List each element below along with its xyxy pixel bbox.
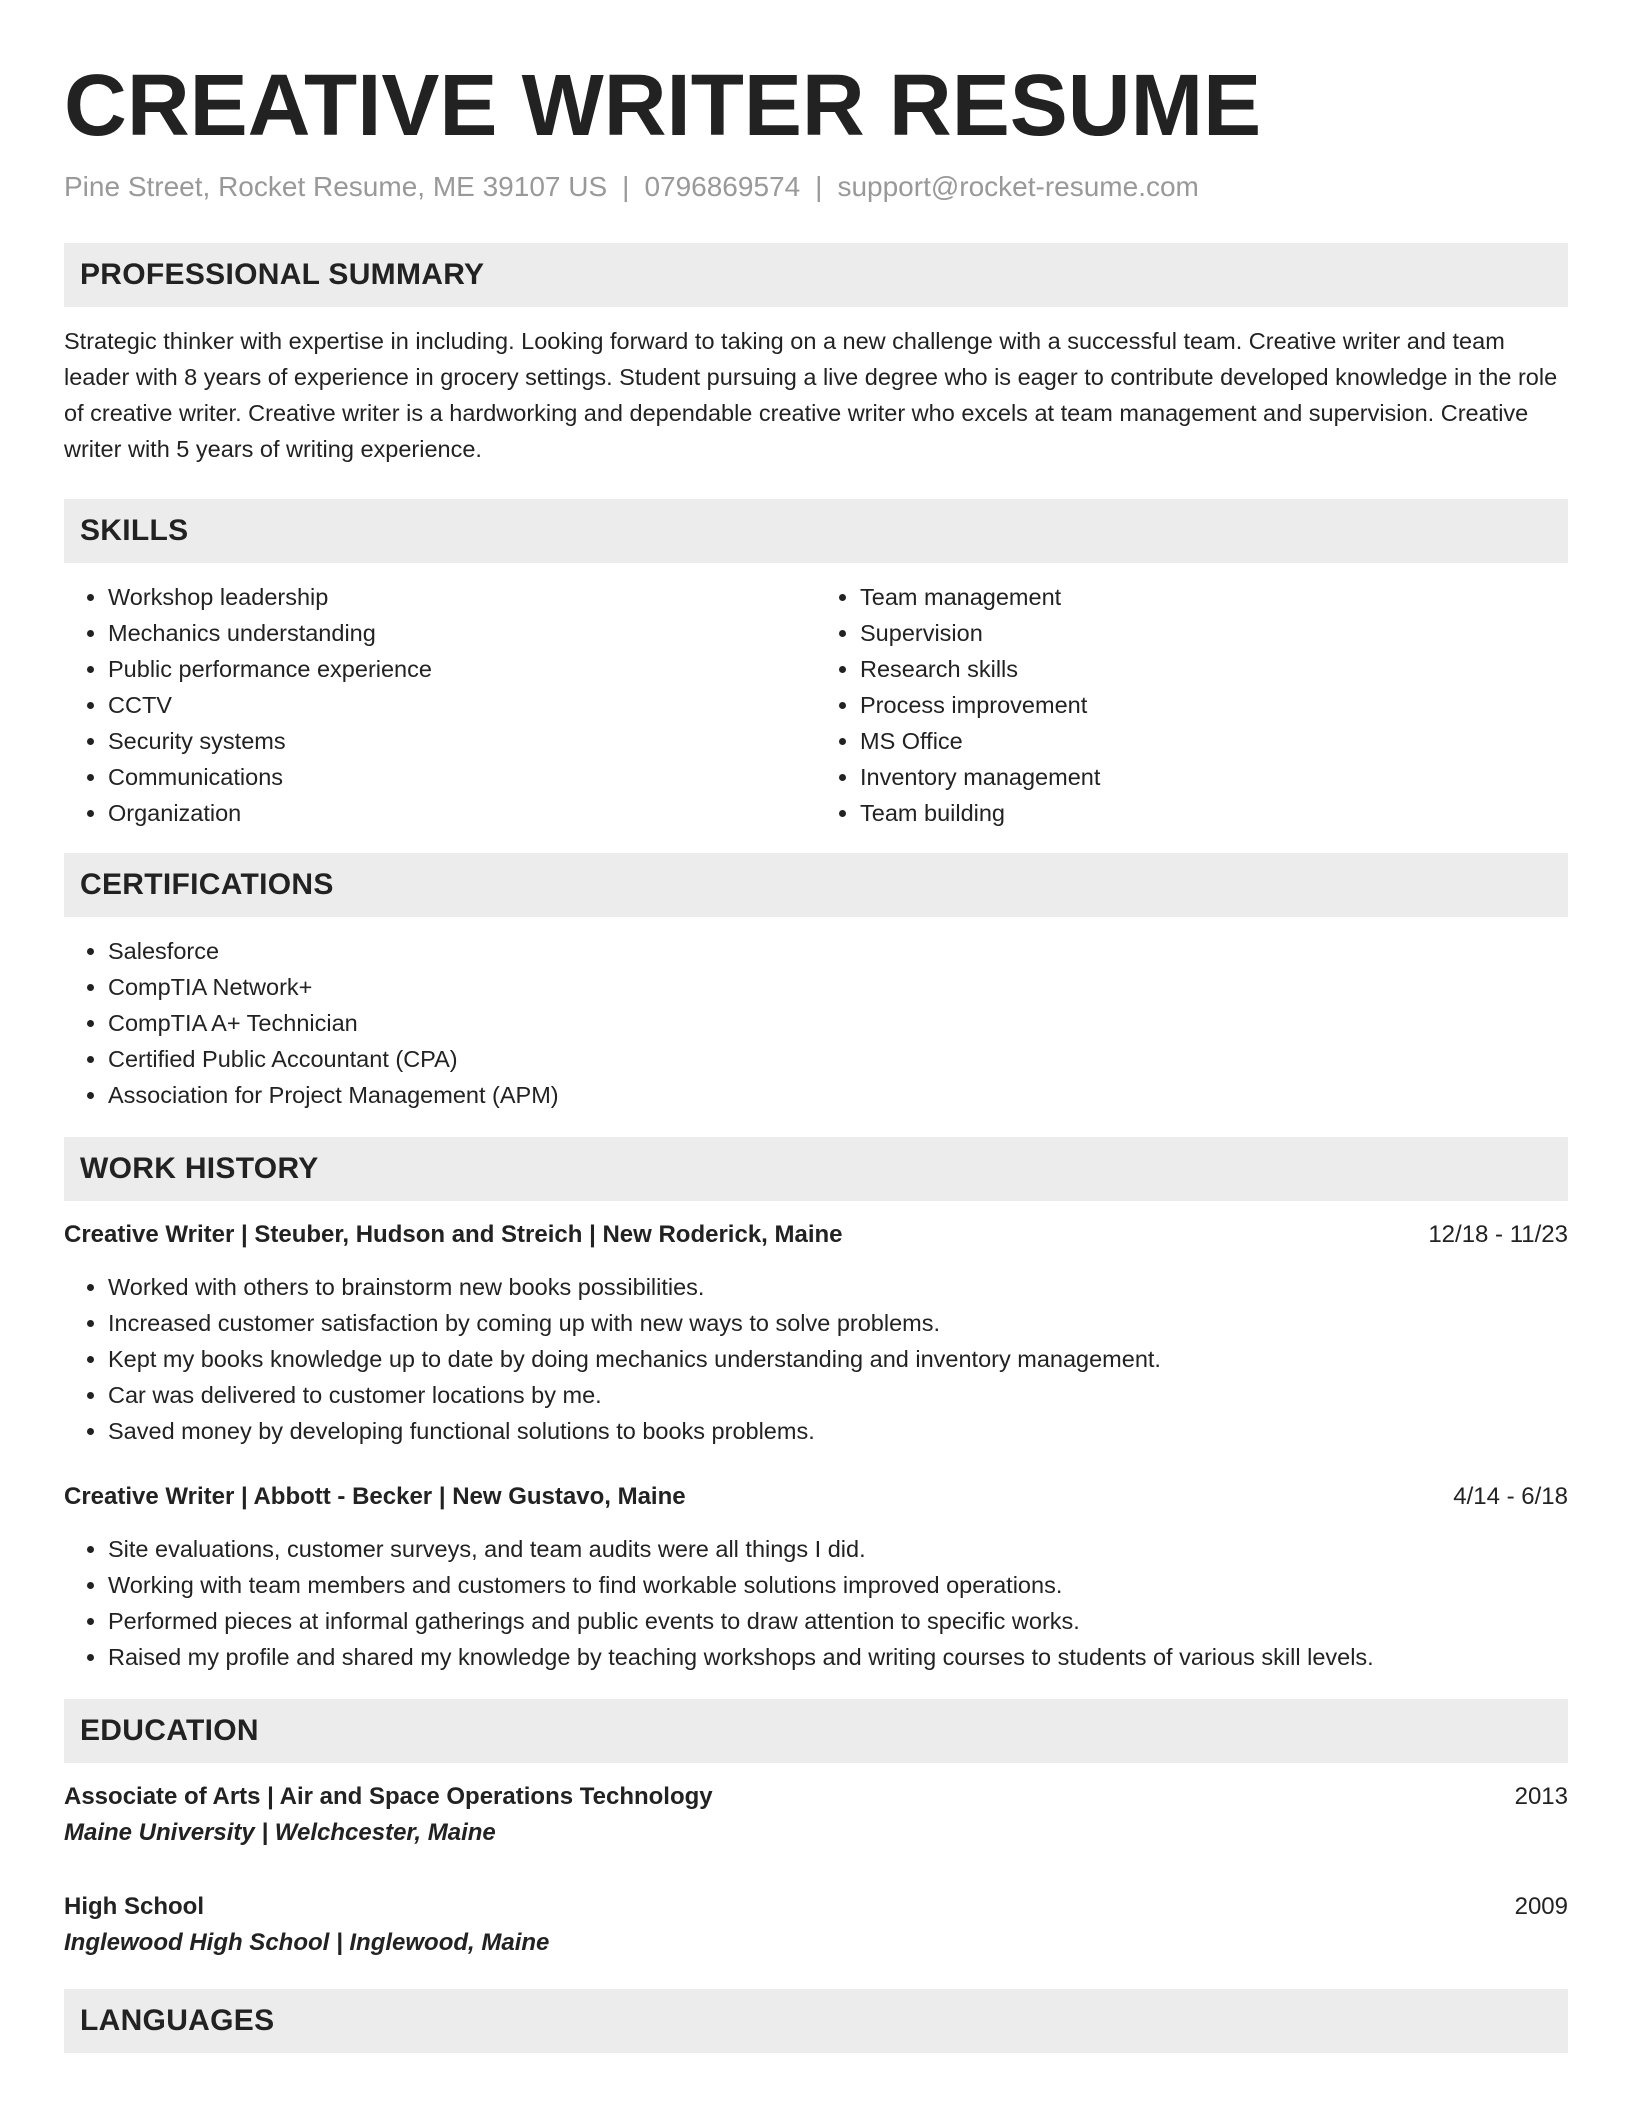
- skill-item: • Research skills: [860, 651, 1568, 687]
- education-entry: [64, 1779, 1568, 1851]
- skill-item: • CCTV: [108, 687, 816, 723]
- job-bullet: • Saved money by developing functional solutions to books problems.: [108, 1413, 1568, 1449]
- section-header-certifications: CERTIFICATIONS: [64, 853, 1568, 917]
- summary-text: Strategic thinker with expertise in including. Looking forward to taking on a new challenge with a successful team. Creative writer and team leader with 8 years of experience in grocery settings. Student pursuing a live degree who is eager to contribute developed knowledge in the role of creative writer. Creative writer is a hardworking and dependable creative writer who excels at team management and supervision. Creative writer with 5 years of writing experience.: [64, 328, 1558, 462]
- skills-column-left: [64, 579, 816, 831]
- certification-item: • CompTIA A+ Technician: [108, 1005, 1568, 1041]
- job-header: [64, 1217, 1568, 1253]
- job-bullet: • Increased customer satisfaction by coming up with new ways to solve problems.: [108, 1305, 1568, 1341]
- contact-line: [64, 171, 1568, 203]
- skill-item: • Supervision: [860, 615, 1568, 651]
- education-school: Maine University | Welchcester, Maine: [64, 1819, 496, 1846]
- education-school: Inglewood High School | Inglewood, Maine: [64, 1929, 550, 1956]
- education-year: 2013: [1514, 1783, 1568, 1810]
- contact-separator: |: [622, 171, 630, 202]
- job-title: Creative Writer | Abbott - Becker | New Gustavo, Maine: [64, 1483, 686, 1510]
- education-degree: High School: [64, 1893, 204, 1920]
- section-header-languages: LANGUAGES: [64, 1989, 1568, 2053]
- skill-item: • Communications: [108, 759, 816, 795]
- job-title: Creative Writer | Steuber, Hudson and Streich | New Roderick, Maine: [64, 1221, 843, 1248]
- certification-item: • CompTIA Network+: [108, 969, 1568, 1005]
- contact-email: support@rocket-resume.com: [837, 171, 1199, 202]
- contact-address: Pine Street, Rocket Resume, ME 39107 US: [64, 171, 608, 202]
- certification-item: • Certified Public Accountant (CPA): [108, 1041, 1568, 1077]
- certifications-list: [64, 933, 1568, 1113]
- skills-list: [64, 579, 1568, 831]
- skill-item: • Team building: [860, 795, 1568, 831]
- education-year: 2009: [1514, 1893, 1568, 1920]
- skill-item: • Mechanics understanding: [108, 615, 816, 651]
- job-bullet: • Working with team members and customers to find workable solutions improved operations.: [108, 1567, 1568, 1603]
- education-degree: Associate of Arts | Air and Space Operations Technology: [64, 1783, 713, 1810]
- certification-item: • Association for Project Management (APM): [108, 1077, 1568, 1113]
- skills-column-right: [816, 579, 1568, 831]
- skill-item: • Process improvement: [860, 687, 1568, 723]
- section-header-skills: SKILLS: [64, 499, 1568, 563]
- job-entry: [64, 1217, 1568, 1449]
- skill-item: • Public performance experience: [108, 651, 816, 687]
- job-bullet: • Kept my books knowledge up to date by doing mechanics understanding and inventory management.: [108, 1341, 1568, 1377]
- education-header: [64, 1889, 1568, 1925]
- job-dates: 4/14 - 6/18: [1453, 1483, 1568, 1510]
- skill-item: • Organization: [108, 795, 816, 831]
- skill-item: • Security systems: [108, 723, 816, 759]
- job-bullet: • Performed pieces at informal gatherings and public events to draw attention to specific works.: [108, 1603, 1568, 1639]
- contact-phone: 0796869574: [644, 171, 801, 202]
- skill-item: • Workshop leadership: [108, 579, 816, 615]
- education-entry: [64, 1889, 1568, 1961]
- education-header: [64, 1779, 1568, 1815]
- certification-item: • Salesforce: [108, 933, 1568, 969]
- skill-item: • MS Office: [860, 723, 1568, 759]
- job-bullets: [64, 1269, 1568, 1449]
- contact-separator: |: [815, 171, 823, 202]
- job-dates: 12/18 - 11/23: [1428, 1221, 1568, 1248]
- job-bullet: • Site evaluations, customer surveys, and team audits were all things I did.: [108, 1531, 1568, 1567]
- section-header-work-history: WORK HISTORY: [64, 1137, 1568, 1201]
- skill-item: • Inventory management: [860, 759, 1568, 795]
- job-bullet: • Raised my profile and shared my knowledge by teaching workshops and writing courses to students of various skill levels.: [108, 1639, 1568, 1675]
- skill-item: • Team management: [860, 579, 1568, 615]
- job-bullets: [64, 1531, 1568, 1675]
- section-header-education: EDUCATION: [64, 1699, 1568, 1763]
- job-bullet: • Car was delivered to customer locations by me.: [108, 1377, 1568, 1413]
- job-entry: [64, 1479, 1568, 1675]
- job-header: [64, 1479, 1568, 1515]
- job-bullet: • Worked with others to brainstorm new books possibilities.: [108, 1269, 1568, 1305]
- section-header-summary: PROFESSIONAL SUMMARY: [64, 243, 1568, 307]
- resume-title: CREATIVE WRITER RESUME: [64, 57, 1262, 154]
